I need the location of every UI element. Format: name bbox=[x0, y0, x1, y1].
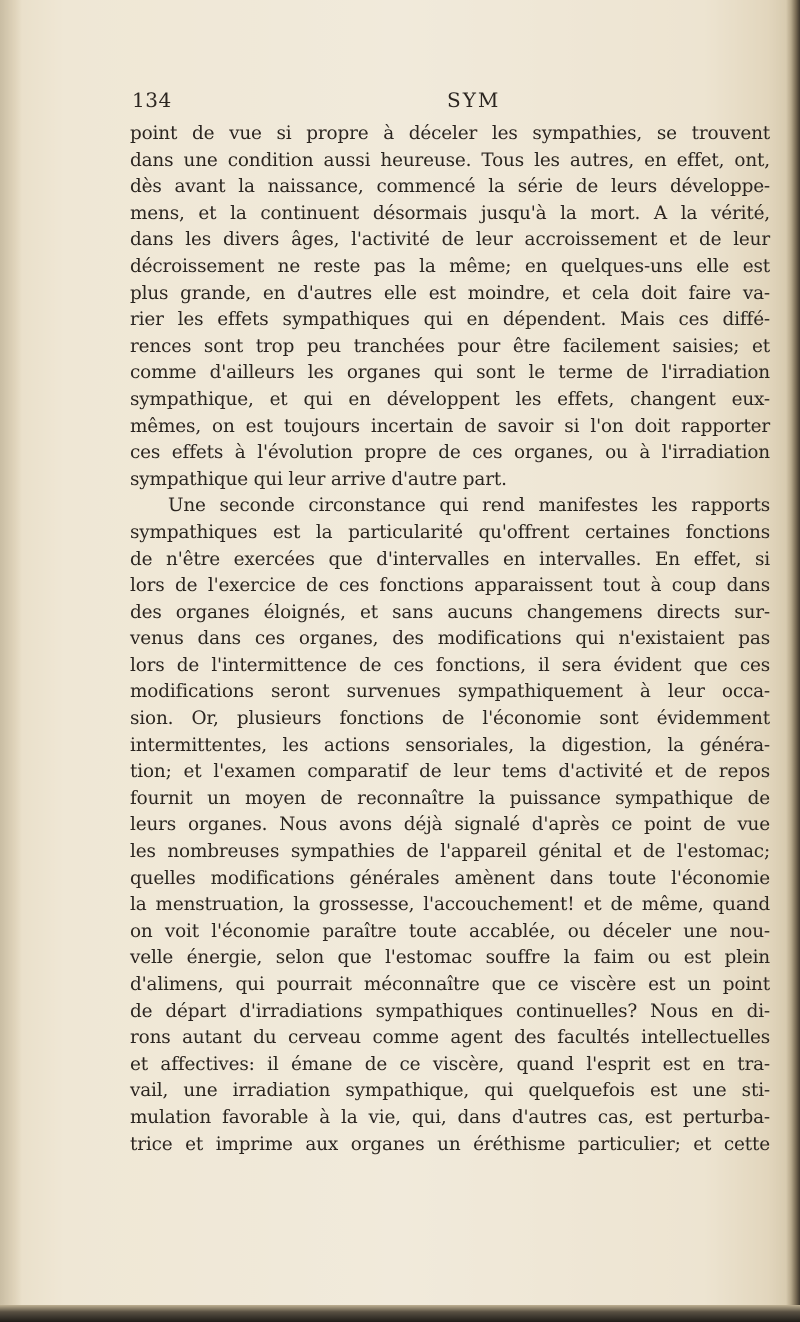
text-line: on voit l'économie paraître toute accablée, ou déceler une nou- bbox=[130, 920, 770, 942]
body-text bbox=[130, 121, 770, 1158]
text-line: mens, et la continuent désormais jusqu'à la mort. A la vérité, bbox=[130, 202, 770, 224]
text-line: sympathique, et qui en développent les effets, changent eux- bbox=[130, 388, 770, 410]
text-line: quelles modifications générales amènent dans toute l'économie bbox=[130, 867, 770, 889]
text-line: rons autant du cerveau comme agent des facultés intellectuelles bbox=[130, 1027, 770, 1049]
running-head: SYM bbox=[447, 88, 501, 112]
text-line: ces effets à l'évolution propre de ces organes, ou à l'irradiation bbox=[130, 442, 770, 464]
text-line: fournit un moyen de reconnaître la puissance sympathique de bbox=[130, 787, 770, 809]
page-bottom-edge bbox=[0, 1305, 800, 1322]
page-number: 134 bbox=[132, 88, 172, 112]
text-line: mulation favorable à la vie, qui, dans d'autres cas, est perturba- bbox=[130, 1106, 770, 1128]
text-line: dans les divers âges, l'activité de leur accroissement et de leur bbox=[130, 229, 770, 251]
text-line: décroissement ne reste pas la même; en quelques-uns elle est bbox=[130, 255, 770, 277]
text-line: lors de l'exercice de ces fonctions apparaissent tout à coup dans bbox=[130, 575, 770, 597]
text-line: de départ d'irradiations sympathiques continuelles? Nous en di- bbox=[130, 1000, 770, 1022]
text-line: intermittentes, les actions sensoriales, la digestion, la généra- bbox=[130, 734, 770, 756]
text-line: sympathiques est la particularité qu'offrent certaines fonctions bbox=[130, 521, 770, 543]
text-line: de n'être exercées que d'intervalles en intervalles. En effet, si bbox=[130, 548, 770, 570]
text-line: d'alimens, qui pourrait méconnaître que ce viscère est un point bbox=[130, 974, 770, 995]
text-line: lors de l'intermittence de ces fonctions, il sera évident que ces bbox=[130, 654, 770, 676]
text-line: plus grande, en d'autres elle est moindre, et cela doit faire va- bbox=[130, 282, 770, 304]
text-line: des organes éloignés, et sans aucuns changemens directs sur- bbox=[130, 601, 770, 623]
text-line: leurs organes. Nous avons déjà signalé d'après ce point de vue bbox=[130, 814, 770, 836]
page-gutter bbox=[0, 0, 22, 1322]
paragraph-last-line: sympathique qui leur arrive d'autre part. bbox=[130, 468, 507, 490]
text-line: les nombreuses sympathies de l'appareil génital et de l'estomac; bbox=[130, 841, 770, 863]
text-line: vail, une irradiation sympathique, qui quelquefois est une sti- bbox=[130, 1080, 770, 1102]
page-edge bbox=[786, 0, 800, 1322]
text-line: dans une condition aussi heureuse. Tous les autres, en effet, ont, bbox=[130, 149, 770, 171]
text-line: mêmes, on est toujours incertain de savoir si l'on doit rapporter bbox=[130, 415, 770, 437]
text-line: trice et imprime aux organes un éréthisme particulier; et cette bbox=[130, 1133, 770, 1155]
text-line: rier les effets sympathiques qui en dépendent. Mais ces diffé- bbox=[130, 309, 770, 331]
text-line: sion. Or, plusieurs fonctions de l'économie sont évidemment bbox=[130, 708, 770, 730]
text-line: comme d'ailleurs les organes qui sont le terme de l'irradiation bbox=[130, 362, 770, 384]
text-line: dès avant la naissance, commencé la série de leurs développe- bbox=[130, 176, 770, 198]
text-line: et affectives: il émane de ce viscère, quand l'esprit est en tra- bbox=[130, 1053, 770, 1075]
text-line: venus dans ces organes, des modifications qui n'existaient pas bbox=[130, 628, 770, 650]
text-line: velle énergie, selon que l'estomac souffre la faim ou est plein bbox=[130, 947, 770, 969]
text-line: point de vue si propre à déceler les sympathies, se trouvent bbox=[130, 123, 770, 144]
text-line: tion; et l'examen comparatif de leur tems d'activité et de repos bbox=[130, 761, 770, 783]
text-line: modifications seront survenues sympathiquement à leur occa- bbox=[130, 681, 770, 703]
text-line: rences sont trop peu tranchées pour être facilement saisies; et bbox=[130, 335, 770, 357]
paragraph-first-line: Une seconde circonstance qui rend manifestes les rapports bbox=[168, 495, 770, 517]
text-line: la menstruation, la grossesse, l'accouchement! et de même, quand bbox=[130, 894, 770, 916]
page-header bbox=[130, 88, 770, 116]
